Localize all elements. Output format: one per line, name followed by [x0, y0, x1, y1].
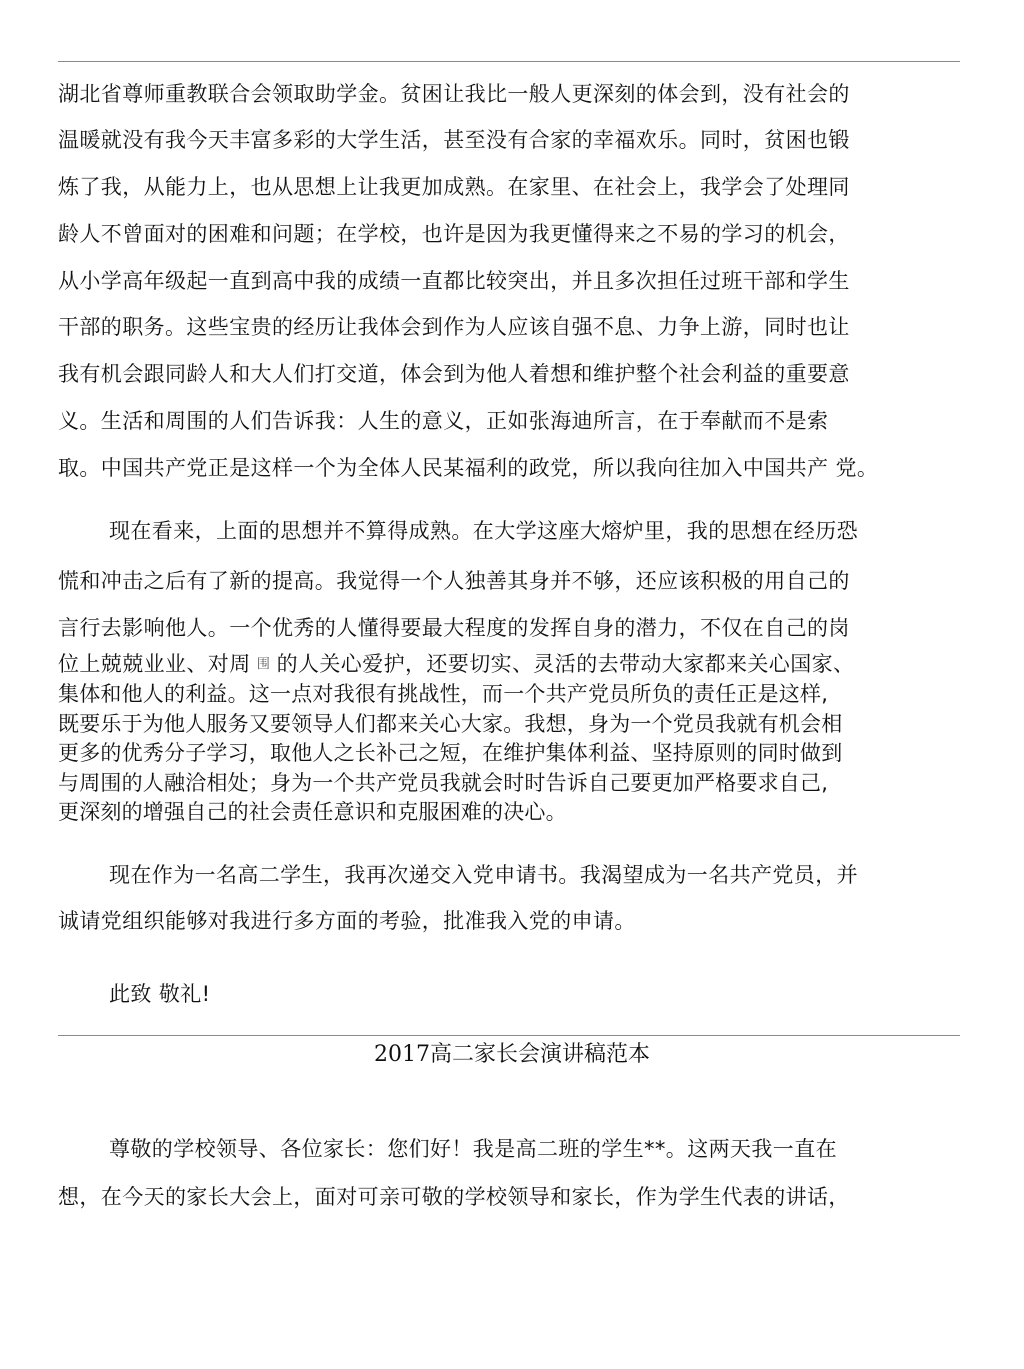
closing-salutation: 此致 敬礼!: [109, 982, 211, 1006]
line-text: 位上兢兢业业、对周: [58, 652, 251, 676]
paragraph-line: 集体和他人的利益。这一点对我很有挑战性，而一个共产党员所负的责任正是这样,: [58, 682, 829, 706]
paragraph-line: 现在看来，上面的思想并不算得成熟。在大学这座大熔炉里，我的思想在经历恐: [109, 519, 858, 543]
paragraph-line: 干部的职务。这些宝贵的经历让我体会到作为人应该自强不息、力争上游，同时也让: [58, 315, 850, 339]
paragraph-line: 温暖就没有我今天丰富多彩的大学生活，甚至没有合家的幸福欢乐。同时，贫困也锻: [58, 128, 850, 152]
paragraph-line: 义。生活和周围的人们告诉我：人生的意义，正如张海迪所言，在于奉献而不是索: [58, 409, 829, 433]
paragraph-line: 炼了我，从能力上，也从思想上让我更加成熟。在家里、在社会上，我学会了处理同: [58, 175, 850, 199]
paragraph-line: 现在作为一名高二学生，我再次递交入党申请书。我渴望成为一名共产党员，并: [109, 863, 858, 887]
paragraph-line: 取。中国共产党正是这样一个为全体人民某福利的政党，所以我向往加入中国共产 党。: [58, 456, 879, 480]
paragraph-line: [58, 651, 854, 678]
section-divider: [58, 1035, 960, 1036]
line-text: 的人关心爱护，还要切实、灵活的去带动大家都来关心国家、: [276, 652, 855, 676]
paragraph-line: 慌和冲击之后有了新的提高。我觉得一个人独善其身并不够，还应该积极的用自己的: [58, 569, 850, 593]
paragraph-line: 既要乐于为他人服务又要领导人们都来关心大家。我想，身为一个党员我就有机会相: [58, 712, 843, 736]
paragraph-line: 尊敬的学校领导、各位家长：您们好！我是高二班的学生**。这两天我一直在: [109, 1137, 837, 1161]
paragraph-line: 湖北省尊师重教联合会领取助学金。贫困让我比一般人更深刻的体会到，没有社会的: [58, 82, 850, 106]
top-divider: [58, 61, 960, 62]
paragraph-line: 更多的优秀分子学习，取他人之长补己之短，在维护集体利益、坚持原则的同时做到: [58, 741, 843, 765]
paragraph-line: 更深刻的增强自己的社会责任意识和克服困难的决心。: [58, 800, 567, 824]
broken-glyph: 围: [256, 657, 271, 672]
paragraph-line: 我有机会跟同龄人和大人们打交道，体会到为他人着想和维护整个社会利益的重要意: [58, 362, 850, 386]
paragraph-line: 与周围的人融洽相处；身为一个共产党员我就会时时告诉自己要更加严格要求自己,: [58, 771, 829, 795]
paragraph-line: 言行去影响他人。一个优秀的人懂得要最大程度的发挥自身的潜力，不仅在自己的岗: [58, 616, 850, 640]
paragraph-line: 诚请党组织能够对我进行多方面的考验，批准我入党的申请。: [58, 909, 636, 933]
paragraph-line: 想，在今天的家长大会上，面对可亲可敬的学校领导和家长，作为学生代表的讲话，: [58, 1185, 850, 1209]
paragraph-line: 从小学高年级起一直到高中我的成绩一直都比较突出，并且多次担任过班干部和学生: [58, 269, 850, 293]
paragraph-line: 龄人不曾面对的困难和问题；在学校，也许是因为我更懂得来之不易的学习的机会，: [58, 222, 850, 246]
speech-title: 2017高二家长会演讲稿范本: [374, 1042, 650, 1067]
